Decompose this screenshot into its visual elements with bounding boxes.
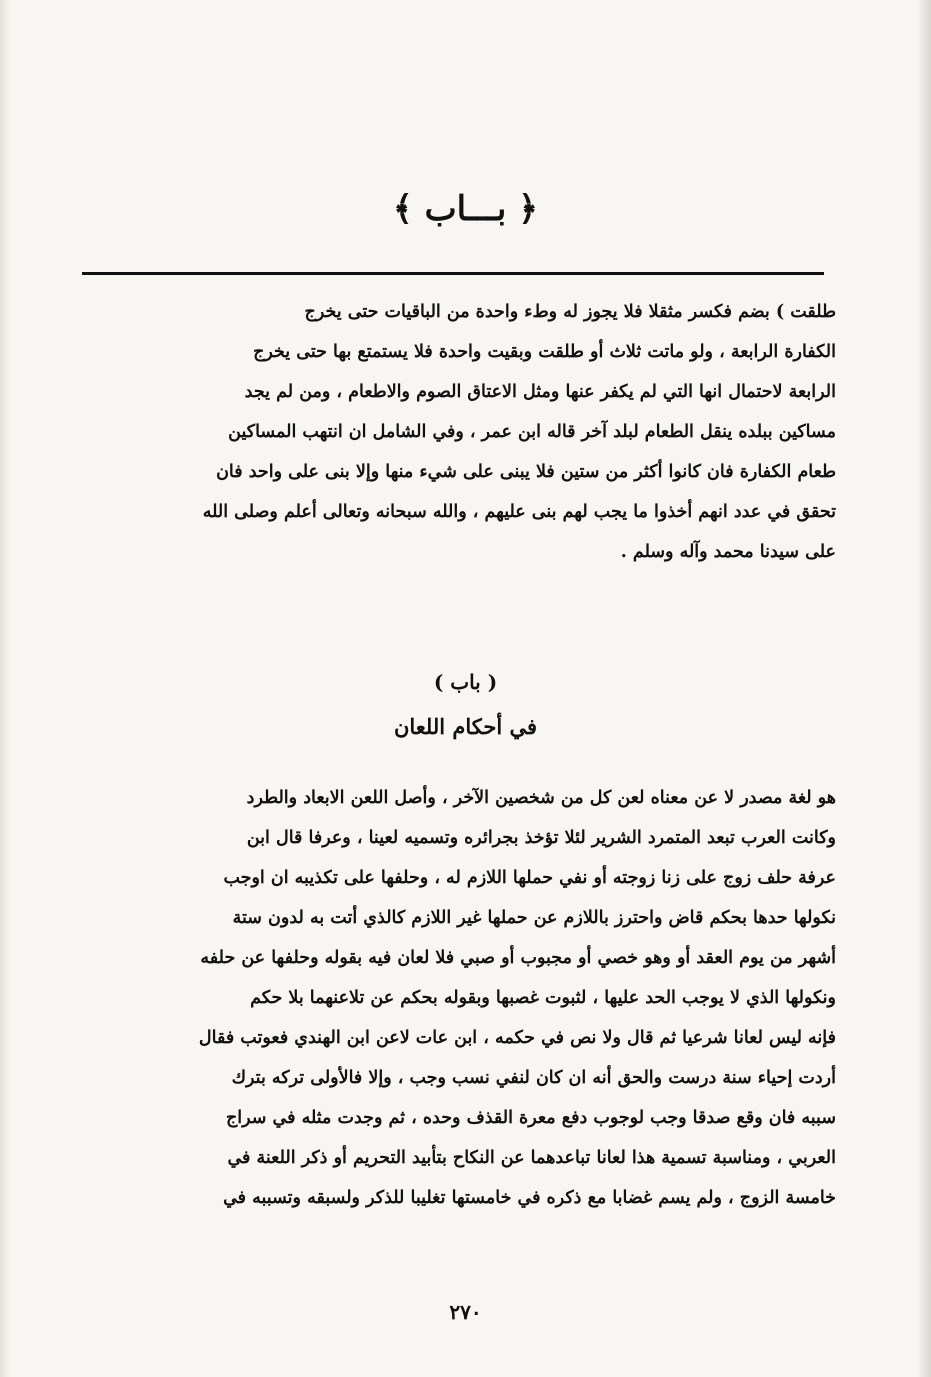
- text-line: العربي ، ومناسبة تسمية هذا لعانا تباعدهما عن النكاح بتأبيد التحريم أو ذكر اللعنة في: [227, 1148, 836, 1168]
- section-heading-title: في أحكام اللعان: [393, 714, 538, 739]
- section-heading-chapter: ( باب ): [433, 670, 498, 694]
- text-line: فإنه ليس لعانا شرعيا ثم قال ولا نص في حكمه ، ابن عات لاعن ابن الهندي فعوتب فقال: [198, 1028, 836, 1048]
- text-line: سببه فان وقع صدقا وجب لوجوب دفع معرة القذف وحده ، ثم وجدت مثله في سراج: [225, 1108, 836, 1128]
- text-line: الرابعة لاحتمال انها التي لم يكفر عنها ومثل الاعتاق الصوم والاطعام ، ومن لم يجد: [244, 382, 836, 402]
- text-line: أردت إحياء سنة درست والحق أنه ان كان لنفي نسب وجب ، وإلا فالأولى تركه بترك: [231, 1068, 836, 1088]
- text-line: الكفارة الرابعة ، ولو ماتت ثلاث أو طلقت وبقيت واحدة فلا يستمتع بها حتى يخرج: [253, 342, 836, 362]
- text-line: عرفة حلف زوج على زنا زوجته أو نفي حملها اللازم له ، وحلفها على تكذيبه ان اوجب: [223, 868, 836, 888]
- text-line: وكانت العرب تبعد المتمرد الشرير لئلا تؤخذ بجرائره وتسميه لعينا ، وعرفا قال ابن: [246, 828, 836, 848]
- text-line: ونكولها الذي لا يوجب الحد عليها ، لثبوت غصبها وبقوله بحكم عن تلاعنهما بلا حكم: [250, 988, 836, 1008]
- text-line: طلقت ) بضم فكسر مثقلا فلا يجوز له وطء واحدة من الباقيات حتى يخرج: [304, 302, 836, 322]
- running-header-title: ﴿ بـــاب ﴾: [392, 189, 539, 229]
- section-1-body: [80, 292, 836, 572]
- section-2-body: [86, 778, 836, 1218]
- text-line: نكولها حدها بحكم قاض واحترز باللازم عن حملها غير اللازم كالذي أتت به لدون ستة: [232, 908, 836, 928]
- text-line: تحقق في عدد انهم أخذوا ما يجب لهم بنى عليهم ، والله سبحانه وتعالى أعلم وصلى الله: [202, 502, 836, 522]
- text-line: طعام الكفارة فان كانوا أكثر من ستين فلا يبنى على شيء منها وإلا بنى على واحد فان: [216, 462, 836, 482]
- text-line: هو لغة مصدر لا عن معناه لعن كل من شخصين الآخر ، وأصل اللعن الابعاد والطرد: [246, 788, 836, 808]
- text-line: أشهر من يوم العقد أو وهو خصي أو مجبوب أو صبي فلا لعان فيه بقوله وحلفها عن حلفه: [200, 948, 836, 968]
- text-line: مساكين ببلده ينقل الطعام لبلد آخر قاله ابن عمر ، وفي الشامل ان انتهب المساكين: [228, 422, 836, 442]
- text-line: خامسة الزوج ، ولم يسم غضابا مع ذكره في خامستها تغليبا للذكر ولسبقه وتسببه في: [223, 1188, 836, 1208]
- header-rule: [82, 272, 824, 275]
- text-line-last: على سيدنا محمد وآله وسلم .: [620, 542, 836, 562]
- page-number: ٢٧٠: [449, 1300, 482, 1324]
